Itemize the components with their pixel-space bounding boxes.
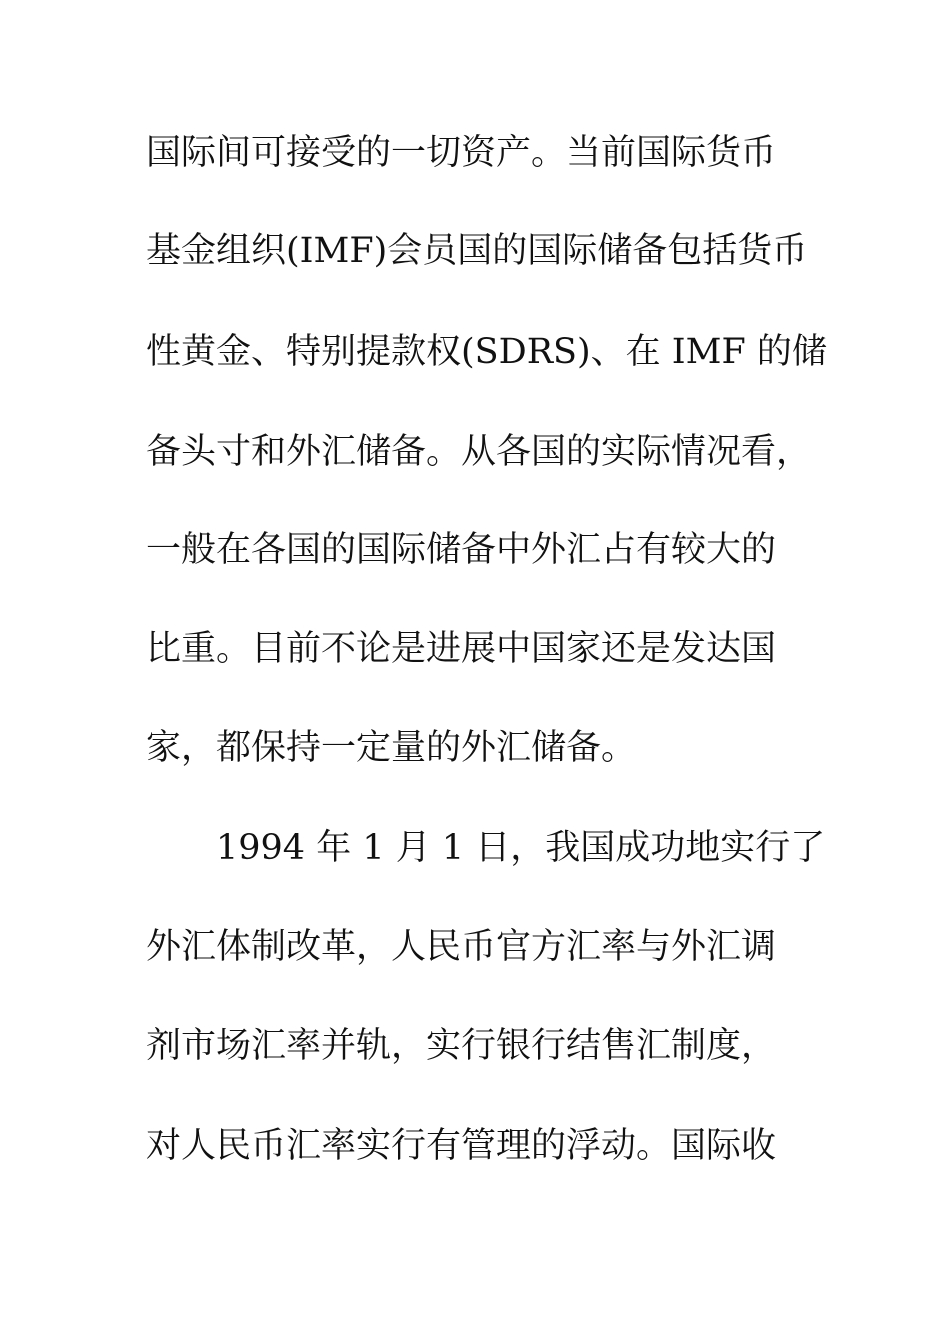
- paragraph-2-line-4: 对人民币汇率实行有管理的浮动。国际收: [146, 1126, 777, 1166]
- paragraph-1-line-3: 性黄金、特别提款权(SDRS)、在 IMF 的储: [146, 332, 827, 372]
- paragraph-1-line-6: 比重。目前不论是进展中国家还是发达国: [146, 629, 777, 669]
- paragraph-2-line-3: 剂市场汇率并轨，实行银行结售汇制度，: [146, 1026, 777, 1066]
- paragraph-2-line-2: 外汇体制改革，人民币官方汇率与外汇调: [146, 927, 777, 967]
- paragraph-1-line-5: 一般在各国的国际储备中外汇占有较大的: [146, 530, 777, 570]
- paragraph-1-line-2: 基金组织(IMF)会员国的国际储备包括货币: [146, 231, 808, 271]
- paragraph-2-line-1: 1994 年 1 月 1 日，我国成功地实行了: [216, 828, 826, 868]
- paragraph-1-line-4: 备头寸和外汇储备。从各国的实际情况看，: [146, 432, 812, 472]
- paragraph-1-line-7: 家，都保持一定量的外汇储备。: [146, 728, 637, 768]
- paragraph-1-line-1: 国际间可接受的一切资产。当前国际货币: [146, 133, 777, 173]
